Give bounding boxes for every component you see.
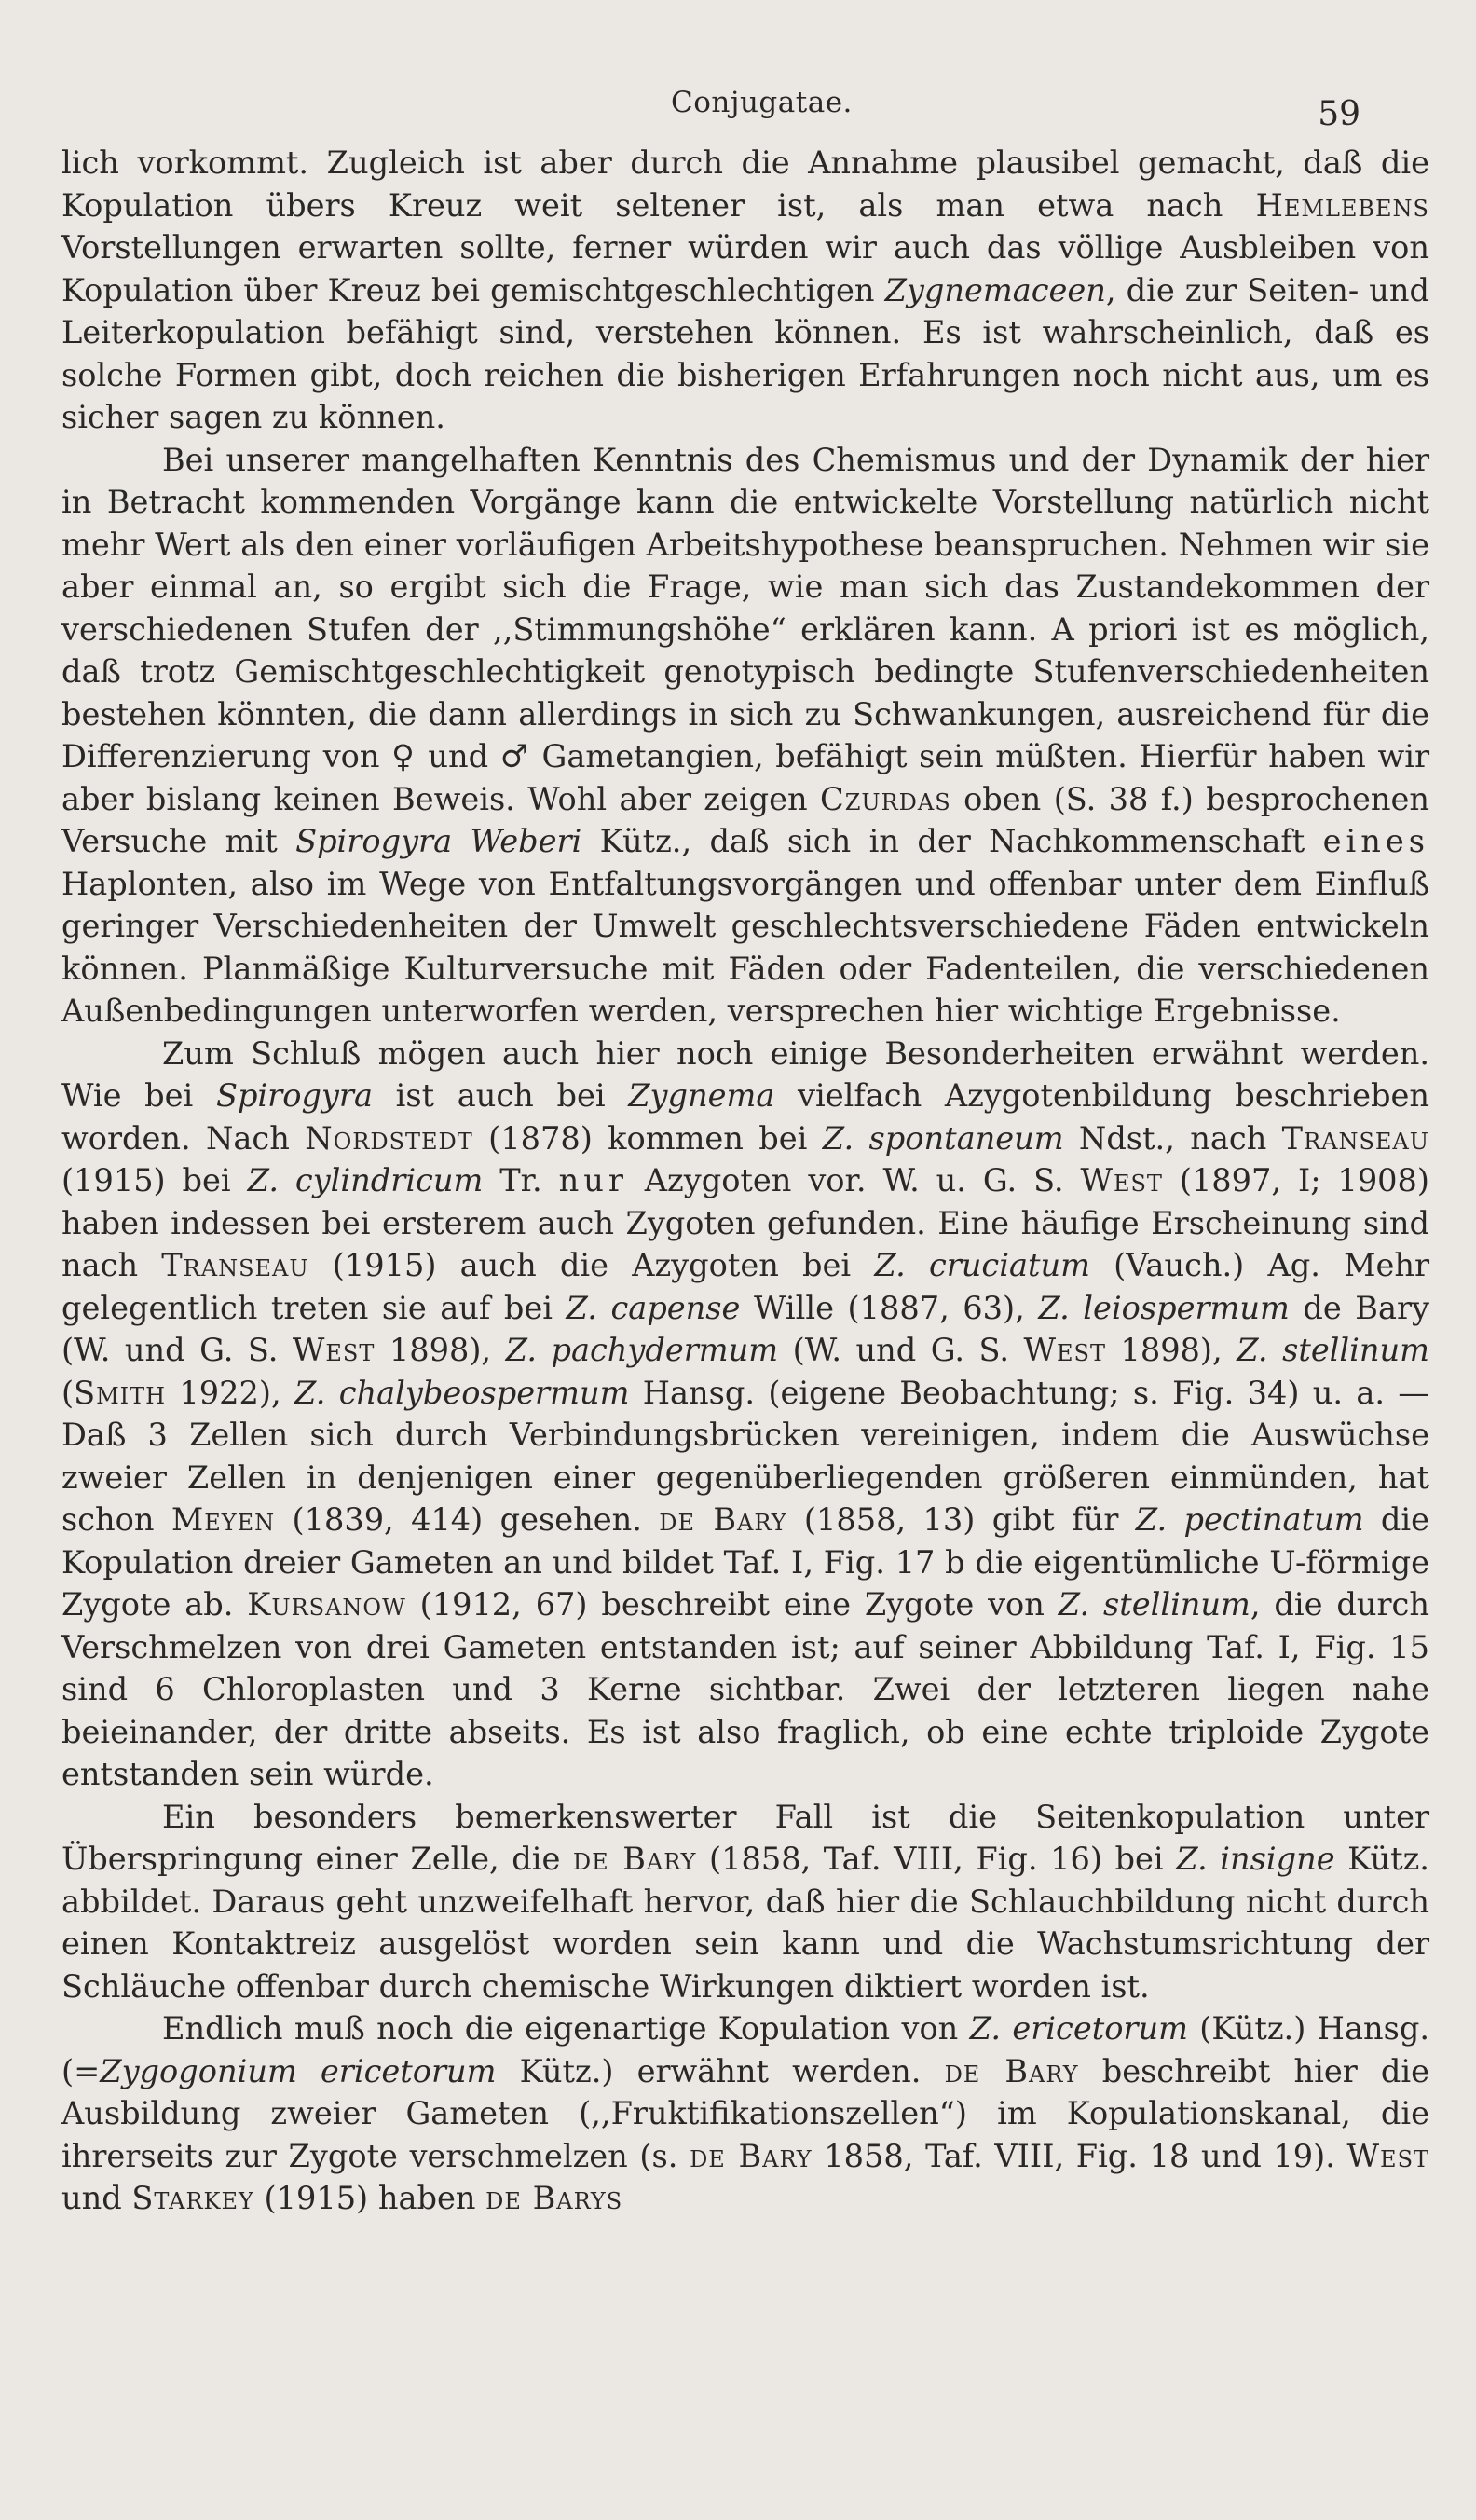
author-name: West (292, 1332, 376, 1368)
taxon-name: Z. cylindricum (247, 1162, 484, 1198)
author-name: Nordstedt (305, 1119, 473, 1157)
text-run: (1839, 414) gesehen. (275, 1501, 660, 1538)
running-head (0, 86, 1476, 132)
text-run: , die zur Seiten- und Leiterkopulation befähigt sind, verstehen können. Es ist wahrscheinlich, daß es solche Formen gibt, doch reichen die bisherigen Erfahrungen noch nicht aus, um es sicher sagen zu können. (62, 271, 1429, 435)
author-name: West (1346, 2137, 1430, 2174)
taxon-name: Z. insigne (1176, 1841, 1335, 1877)
text-run: ist auch bei (372, 1077, 629, 1114)
page-number: 59 (1318, 95, 1360, 133)
text-run: (1897, I; 1908) haben indessen bei ersterem auch Zygoten gefunden. Eine häufige Erscheinung sind nach (62, 1162, 1430, 1283)
text-run: beschreibt hier die Ausbildung zweier Gameten (,,Fruktifikationszellen“) im Kopulationskanal, die ihrerseits zur Zygote verschmelzen (s. (62, 2052, 1429, 2174)
text-run: 1898), (1105, 1332, 1237, 1368)
text-run: Azygoten vor. W. u. G. S. (627, 1162, 1081, 1198)
text-run: (1915) auch die Azygoten bei (308, 1247, 875, 1283)
text-run: und (62, 2180, 132, 2216)
text-run: 1858, Taf. VIII, Fig. 18 und 19). (812, 2137, 1347, 2174)
author-name: Transeau (161, 1247, 309, 1283)
spaced-emphasis: nur (558, 1162, 628, 1198)
text-run: Zum Schluß mögen auch hier noch einige Besonderheiten erwähnt werden. Wie bei (62, 1034, 1429, 1114)
text-run: Kütz., daß sich in der Nachkommenschaft (581, 823, 1323, 859)
text-run: Bei unserer mangelhaften Kenntnis des Chemismus und der Dynamik der hier in Betracht kommenden Vorgänge kann die entwickelte Vorstellung natürlich nicht mehr Wert als den einer vorläufigen Arbeitshypothese beanspruchen. Nehmen wir sie aber einmal an, so ergibt sich die Frage, wie man sich das Zustandekommen der verschiedenen Stufen der ,,Stimmungshöhe“ erklären kann. A priori ist es möglich, daß trotz Gemischtgeschlechtigkeit genotypisch bedingte Stufenverschiedenheiten bestehen könnten, die dann allerdings in sich zu Schwankungen, ausreichend für die Differenzierung von ♀ und ♂ Gametangien, befähigt sein müßten. Hierfür haben wir aber bislang keinen Beweis. Wohl aber zeigen (62, 441, 1429, 817)
text-run: (Kütz.) Hansg. (= (62, 2010, 1429, 2089)
text-run: Hansg. (eigene Beobachtung; s. Fig. 34) u. a. — Daß 3 Zellen sich durch Verbindungsbrücken vereinigen, indem die Auswüchse zweier Zellen in denjenigen einer gegenüberliegenden größeren einmünden, hat schon (62, 1374, 1429, 1538)
author-name: de Bary (690, 2137, 813, 2174)
taxon-name: Spirogyra (215, 1077, 373, 1114)
text-run: oben (S. 38 f.) besprochenen Versuche mit (62, 780, 1429, 859)
running-title: Conjugatae. (671, 86, 853, 119)
paragraph-2 (62, 439, 1429, 1033)
author-name: Smith (74, 1374, 167, 1411)
author-name: de Bary (944, 2052, 1079, 2089)
text-run: ( (62, 1374, 75, 1411)
text-run: (W. und G. S. (778, 1332, 1024, 1368)
text-run: Kütz. abbildet. Daraus geht unzweifelhaft hervor, daß hier die Schlauchbildung nicht durch einen Kontaktreiz ausgelöst worden sein kann und die Wachstumsrichtung der Schläuche offenbar durch chemische Wirkungen diktiert worden ist. (62, 1841, 1429, 2005)
taxon-name: Z. pachydermum (505, 1332, 779, 1368)
text-run: , die durch Verschmelzen von drei Gameten entstanden ist; auf seiner Abbildung Taf. I, Fig. 15 sind 6 Chloroplasten und 3 Kerne sichtbar. Zwei der letzteren liegen nahe beieinander, der dritte abseits. Es ist also fraglich, ob eine echte triploide Zygote entstanden sein würde. (62, 1586, 1429, 1792)
taxon-name: Z. capense (566, 1289, 741, 1326)
text-run: Vorstellungen erwarten sollte, ferner würden wir auch das völlige Ausbleiben von Kopulation über Kreuz bei gemischtgeschlechtigen (62, 229, 1429, 308)
text-run: Ndst., nach (1063, 1119, 1282, 1157)
text-run: vielfach Azygotenbildung beschrieben worden. Nach (62, 1077, 1429, 1157)
author-name: de Bary (572, 1841, 697, 1877)
text-run: Wille (1887, 63), (740, 1289, 1039, 1326)
text-run: (Vauch.) Ag. Mehr gelegentlich treten sie auf bei (62, 1247, 1430, 1326)
author-name: West (1080, 1162, 1163, 1198)
author-name: Czurdas (820, 780, 951, 817)
author-name: Starkey (131, 2180, 254, 2216)
body-text (62, 142, 1429, 2220)
paragraph-3 (62, 1033, 1429, 1796)
taxon-name: Zygnemaceen (884, 271, 1106, 308)
text-run: Kütz.) erwähnt werden. (496, 2052, 945, 2089)
author-name: de Barys (485, 2180, 623, 2216)
text-run: de Bary (W. und G. S. (62, 1289, 1429, 1368)
text-run: Ein besonders bemerkenswerter Fall ist die Seitenkopulation unter Überspringung einer Zelle, die (62, 1798, 1429, 1877)
taxon-name: Spirogyra Weberi (295, 823, 582, 859)
taxon-name: Z. stellinum (1237, 1332, 1429, 1368)
text-run: Haplonten, also im Wege von Entfaltungsvorgängen und offenbar unter dem Einfluß geringer Verschiedenheiten der Umwelt geschlechtsverschiedene Fäden entwickeln können. Planmäßige Kulturversuche mit Fäden oder Fadenteilen, die verschiedenen Außenbedingungen unterworfen werden, versprechen hier wichtige Ergebnisse. (62, 865, 1429, 1029)
author-name: de Bary (659, 1501, 787, 1538)
text-run: (1858, Taf. VIII, Fig. 16) bei (696, 1841, 1177, 1877)
paragraph-1 (62, 142, 1429, 439)
taxon-name: Z. spontaneum (822, 1119, 1064, 1157)
paragraph-4 (62, 1796, 1429, 2008)
text-run: die Kopulation dreier Gameten an und bildet Taf. I, Fig. 17 b die eigentümliche U-förmige Zygote ab. (62, 1501, 1429, 1623)
author-name: Meyen (171, 1501, 276, 1538)
paragraph-5 (62, 2007, 1429, 2220)
author-name: Kursanow (247, 1586, 406, 1623)
taxon-name: Z. pectinatum (1135, 1501, 1364, 1538)
taxon-name: Z. leiospermum (1038, 1289, 1290, 1326)
text-run: 1922), (166, 1374, 294, 1411)
text-run: 1898), (375, 1332, 506, 1368)
spaced-emphasis: eines (1322, 823, 1430, 859)
text-run: Endlich muß noch die eigenartige Kopulation von (162, 2010, 970, 2047)
author-name: West (1023, 1332, 1106, 1368)
taxon-name: Z. cruciatum (874, 1247, 1090, 1283)
text-run: (1878) kommen bei (472, 1119, 823, 1157)
author-name: Hemlebens (1255, 186, 1429, 224)
taxon-name: Z. stellinum (1058, 1586, 1250, 1623)
text-run: (1858, 13) gibt für (786, 1501, 1136, 1538)
text-run: (1915) haben (253, 2180, 486, 2216)
author-name: Transeau (1281, 1119, 1429, 1157)
taxon-name: Z. chalybeospermum (294, 1374, 630, 1411)
text-run: Tr. (483, 1162, 559, 1198)
text-run: lich vorkommt. Zugleich ist aber durch die Annahme plausibel gemacht, daß die Kopulation übers Kreuz weit seltener ist, als man etwa nach (62, 144, 1429, 224)
text-run: (1912, 67) beschreibt eine Zygote von (405, 1586, 1059, 1623)
taxon-name: Z. ericetorum (969, 2010, 1188, 2047)
taxon-name: Zygogonium ericetorum (100, 2052, 497, 2089)
text-run: (1915) bei (62, 1162, 248, 1198)
taxon-name: Zygnema (628, 1077, 775, 1114)
